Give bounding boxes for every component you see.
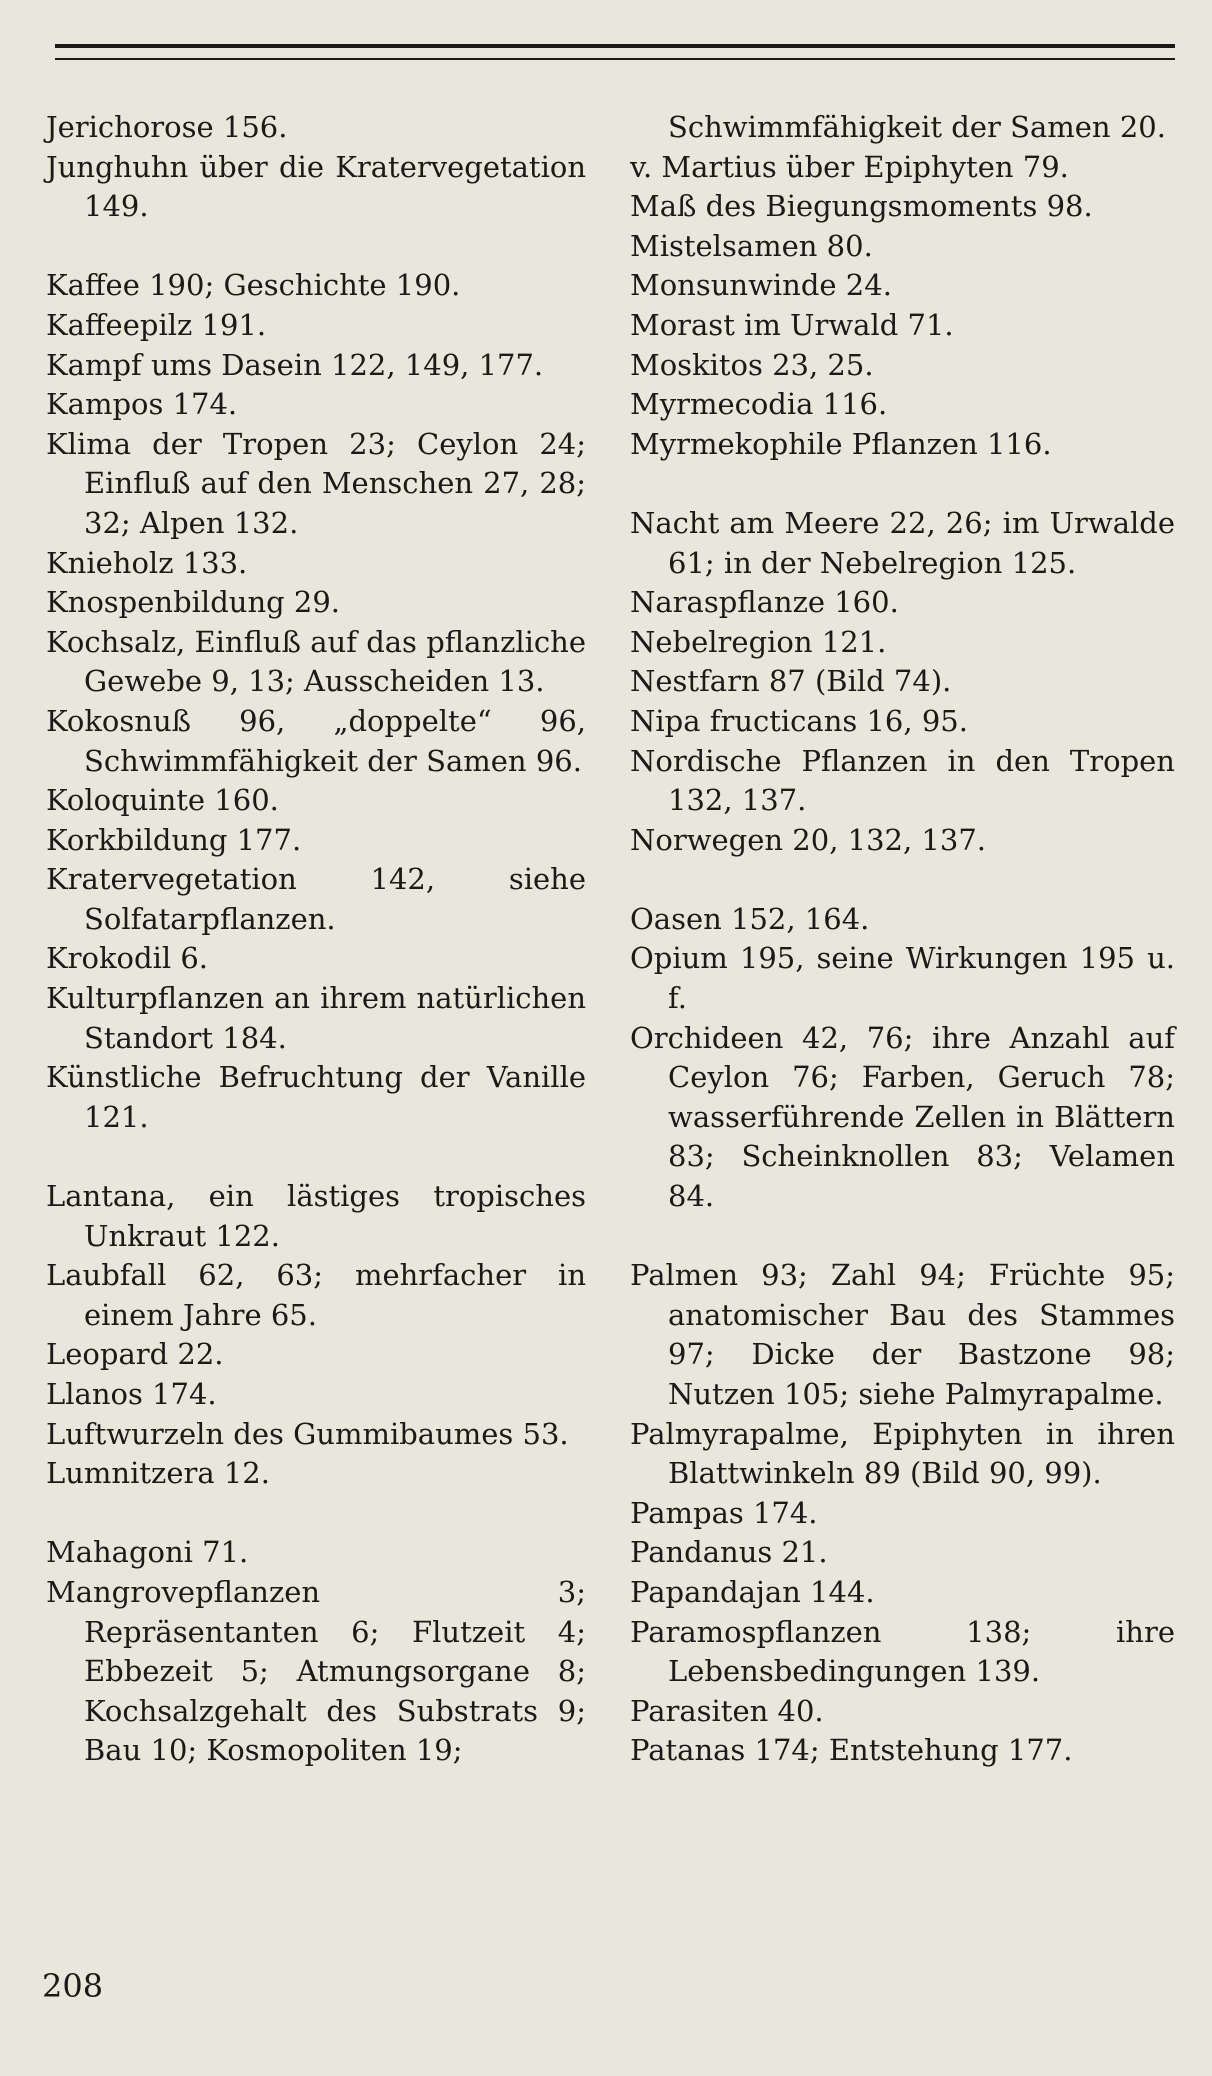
header-rule-thin [55,58,1175,60]
index-entry: Knieholz 133. [46,545,248,580]
index-entry: Kampf ums Dasein 122, 149, 177. [46,347,544,382]
index-entry: Moskitos 23, 25. [630,347,874,382]
index-entry: Orchideen 42, 76; ihre Anzahl auf Ceylon 76; Farben, Geruch 78; wasserführende Zellen in Blättern 83; Scheinknollen 83; Velamen 84. [630,1020,1175,1214]
index-entry: Nipa fructicans 16, 95. [630,703,968,738]
index-entry: Lantana, ein lästiges tropisches Unkraut 122. [46,1179,586,1253]
index-entry: Jerichorose 156. [46,110,288,144]
index-entry: Kokosnuß 96, „doppelte“ 96, Schwimmfähigkeit der Samen 96. [46,703,586,778]
index-entry: Monsunwinde 24. [630,268,892,303]
index-entry: Naraspflanze 160. [630,585,899,620]
index-entry: Norwegen 20, 132, 137. [630,822,987,857]
index-entry: Parasiten 40. [630,1693,824,1728]
index-entry: Mahagoni 71. [46,1535,249,1570]
index-entry: Papandajan 144. [630,1574,875,1609]
index-entry: Leopard 22. [46,1337,224,1372]
letter-gap [630,464,1175,504]
index-entry: Oasen 152, 164. [630,901,870,936]
index-entry: Knospenbildung 29. [46,585,341,620]
index-entry: Patanas 174; Entstehung 177. [630,1733,1073,1768]
index-column-right [630,108,1175,1771]
index-entry: Korkbildung 177. [46,822,302,857]
index-entry: Nestfarn 87 (Bild 74). [630,664,952,699]
index-entry: Lumnitzera 12. [46,1456,270,1491]
letter-gap [46,227,586,267]
index-entry: Kratervegetation 142, siehe Solfatarpflanzen. [46,862,586,936]
index-entry: Kulturpflanzen an ihrem natürlichen Standort 184. [46,981,586,1055]
header-rule-thick [55,44,1175,48]
index-entry: Künstliche Befruchtung der Vanille 121. [46,1060,586,1134]
index-entry: Luftwurzeln des Gummibaumes 53. [46,1416,569,1451]
index-entry: Koloquinte 160. [46,783,279,818]
index-entry: Myrmekophile Pflanzen 116. [630,426,1052,461]
index-entry: v. Martius über Epiphyten 79. [630,149,1069,184]
letter-gap [46,1494,586,1534]
index-entry: Llanos 174. [46,1377,217,1411]
letter-gap [630,1217,1175,1257]
index-entry: Myrmecodia 116. [630,387,888,422]
index-entry: Kampos 174. [46,387,238,422]
index-entry: Junghuhn über die Kratervegetation 149. [46,149,586,224]
index-entry: Krokodil 6. [46,941,209,976]
index-entry: Nordische Pflanzen in den Tropen 132, 137. [630,743,1175,818]
index-entry: Pandanus 21. [630,1535,828,1570]
index-entry: Nebelregion 121. [630,624,887,659]
index-entry-continuation: Schwimmfähigkeit der Samen 20. [668,110,1166,144]
letter-gap [630,860,1175,900]
index-entry: Mangrovepflanzen 3; Repräsentanten 6; Flutzeit 4; Ebbezeit 5; Atmungsorgane 8; Kochsalzgehalt des Substrats 9; Bau 10; Kosmopoliten 19; [46,1574,586,1768]
index-entry: Paramospflanzen 138; ihre Lebensbedingungen 139. [630,1614,1175,1689]
letter-gap [46,1137,586,1177]
index-entry: Maß des Biegungsmoments 98. [630,189,1093,224]
index-entry: Laubfall 62, 63; mehrfacher in einem Jahre 65. [46,1258,586,1332]
index-entry: Mistelsamen 80. [630,228,873,263]
index-entry: Opium 195, seine Wirkungen 195 u. f. [630,941,1175,1016]
index-entry: Nacht am Meere 22, 26; im Urwalde 61; in der Nebelregion 125. [630,505,1175,580]
index-entry: Palmyrapalme, Epiphyten in ihren Blattwinkeln 89 (Bild 90, 99). [630,1416,1175,1491]
index-entry: Kochsalz, Einfluß auf das pflanzliche Gewebe 9, 13; Ausscheiden 13. [46,624,586,699]
index-column-left [46,108,586,1771]
index-entry: Klima der Tropen 23; Ceylon 24; Einfluß auf den Menschen 27, 28; 32; Alpen 132. [46,426,586,540]
index-entry: Kaffeepilz 191. [46,307,267,342]
page-number: 208 [42,1967,104,2005]
index-entry: Palmen 93; Zahl 94; Früchte 95; anatomischer Bau des Stammes 97; Dicke der Bastzone 98; Nutzen 105; siehe Palmyrapalme. [630,1258,1175,1411]
index-entry: Kaffee 190; Geschichte 190. [46,268,461,303]
index-entry: Pampas 174. [630,1495,818,1530]
index-entry: Morast im Urwald 71. [630,307,954,342]
